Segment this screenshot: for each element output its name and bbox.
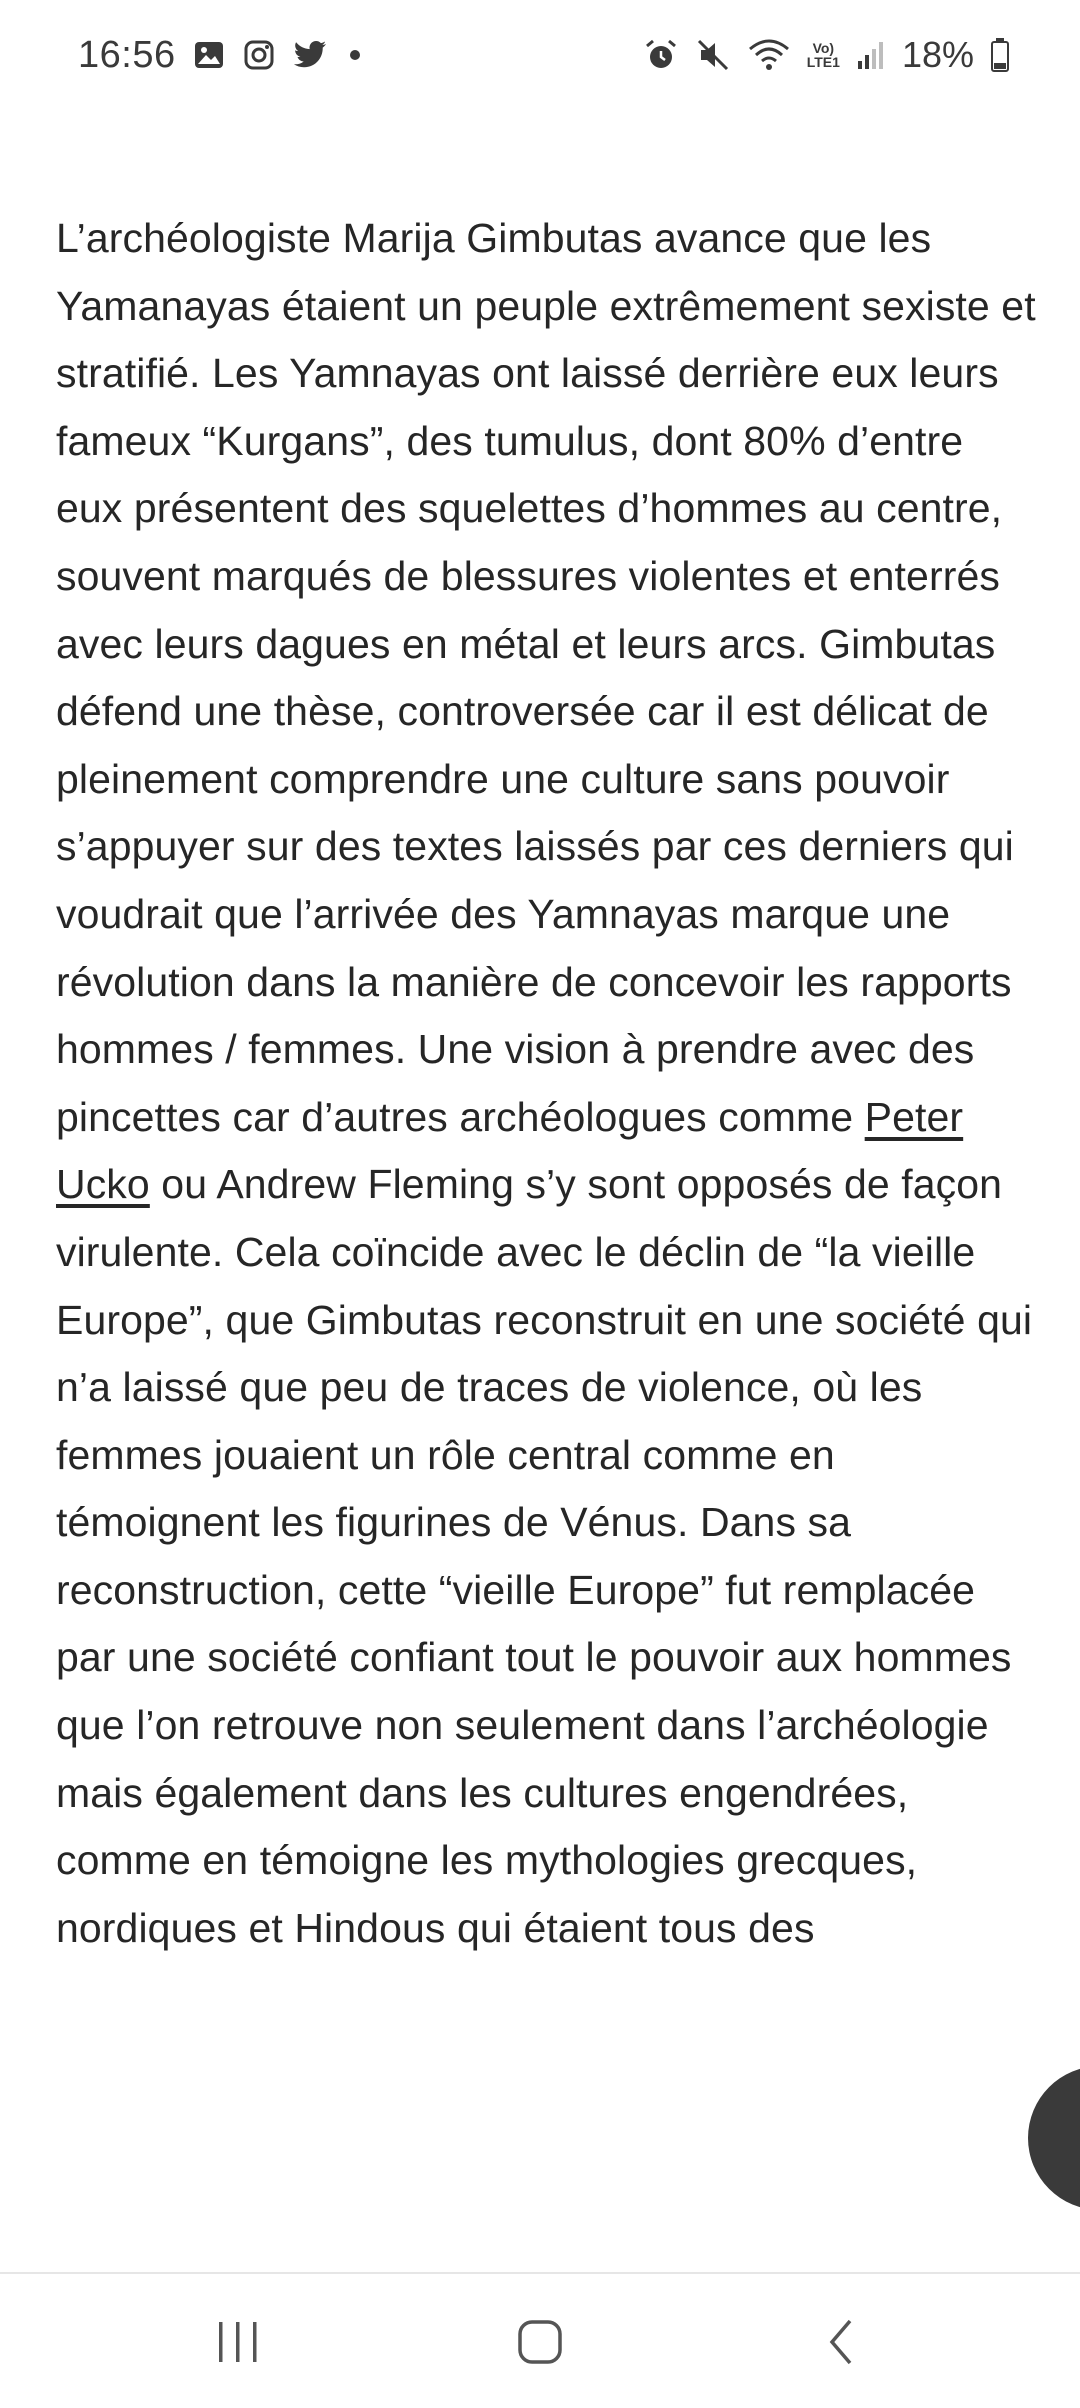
twitter-icon [292, 39, 328, 71]
battery-percent: 18% [901, 34, 974, 75]
status-bar-right [643, 34, 1010, 76]
signal-icon [856, 39, 886, 71]
network-label-top: Vo) [812, 40, 835, 56]
instagram-icon [242, 38, 276, 72]
battery-icon [990, 37, 1010, 73]
peter-ucko-link[interactable]: Peter Ucko [56, 1093, 964, 1208]
paragraph-text-before-link: L’archéologiste Marija Gimbutas avance que les Yamanayas étaient un peuple extrêmement sexiste et stratifié. Les Yamnayas ont laissé derrière eux leurs fameux “Kurgans”, des tumulus, dont 80% d’entre eux présentent des squelettes d’hommes au centre, souvent marqués de blessures violentes et enterrés avec leurs dagues en métal et leurs arcs. Gimbutas défend une thèse, controversée car il est délicat de pleinement comprendre une culture sans pouvoir s’appuyer sur des textes laissés par ces derniers qui voudrait que l’arrivée des Yamnayas marque une révolution dans la manière de concevoir les rapports hommes / femmes. Une vision à prendre avec des pincettes car d’autres archéologues comme [56, 215, 1036, 1140]
home-icon [515, 2317, 565, 2372]
article-paragraph [56, 205, 1036, 1962]
volte-lte-icon [807, 41, 840, 69]
status-bar-left [78, 34, 360, 77]
home-button[interactable] [500, 2304, 580, 2384]
navigation-bar [0, 2272, 1080, 2408]
recent-apps-icon [213, 2320, 263, 2369]
notification-dot-icon [350, 50, 360, 60]
network-label-bottom: LTE1 [806, 54, 840, 70]
alarm-icon [643, 37, 679, 73]
back-icon [822, 2317, 862, 2372]
gallery-icon [192, 38, 226, 72]
recent-apps-button[interactable] [198, 2304, 278, 2384]
article-content [56, 205, 1036, 2275]
wifi-icon [747, 37, 791, 73]
paragraph-text-after-link: ou Andrew Fleming s’y sont opposés de façon virulente. Cela coïncide avec le déclin de “la vieille Europe”, que Gimbutas reconstruit en une société qui n’a laissé que peu de traces de violence, où les femmes jouaient un rôle central comme en témoignent les figurines de Vénus. Dans sa reconstruction, cette “vieille Europe” fut remplacée par une société confiant tout le pouvoir aux hommes que l’on retrouve non seulement dans l’archéologie mais également dans les cultures engendrées, comme en témoigne les mythologies grecques, nordiques et Hindous qui étaient tous des [56, 1161, 1033, 1951]
back-button[interactable] [802, 2304, 882, 2384]
mute-icon [695, 37, 731, 73]
status-time: 16:56 [78, 33, 176, 76]
status-bar [0, 0, 1080, 110]
